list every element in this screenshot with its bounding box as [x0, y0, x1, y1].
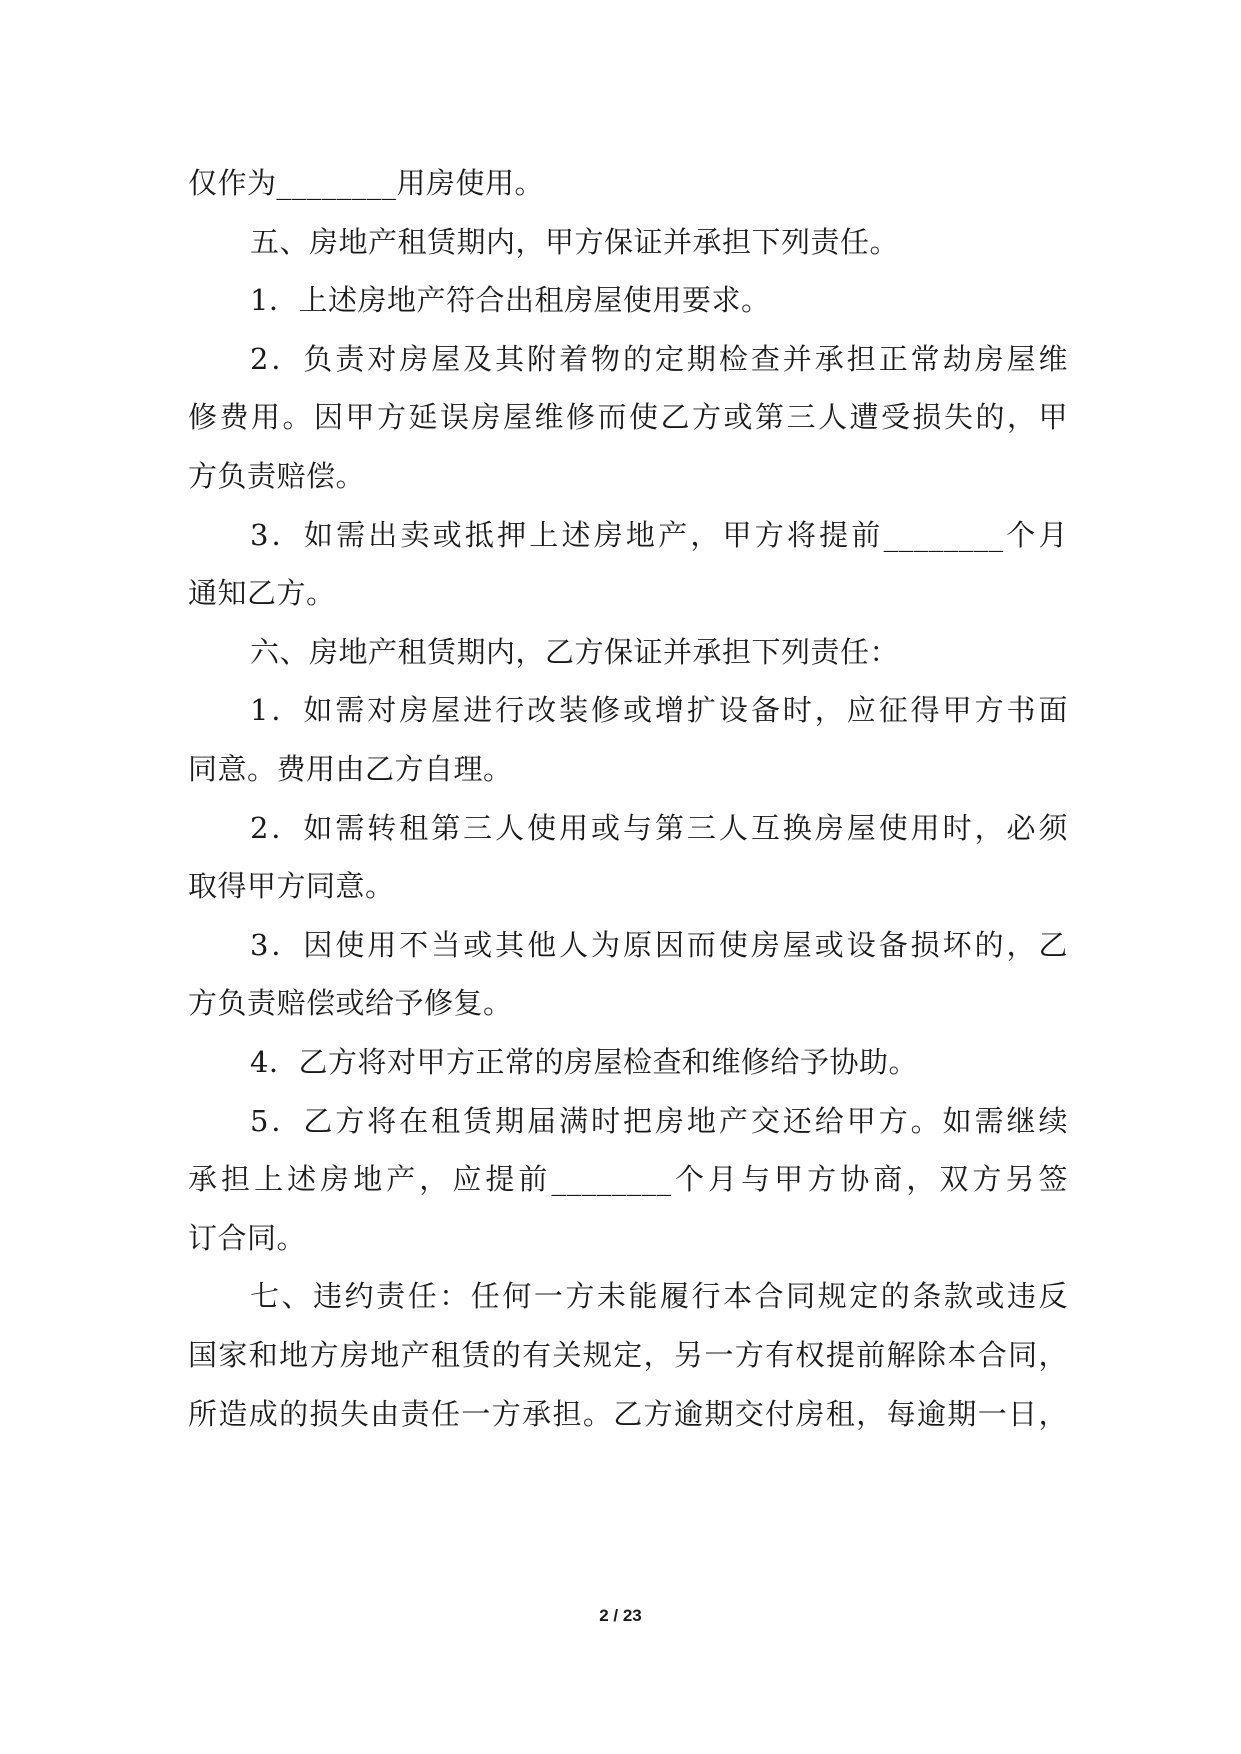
list-item: 5．乙方将在租赁期届满时把房地产交还给甲方。如需继续	[250, 1104, 1068, 1138]
list-item: 3．如需出卖或抵押上述房地产，甲方将提前________个月	[250, 518, 1068, 552]
list-item: 4．乙方将对甲方正常的房屋检查和维修给予协助。	[250, 1045, 918, 1079]
section-heading-5: 五、房地产租赁期内，甲方保证并承担下列责任。	[250, 225, 900, 259]
text-line: 修费用。因甲方延误房屋维修而使乙方或第三人遭受损失的，甲	[188, 400, 1068, 434]
text-line: 方负责赔偿。	[188, 459, 366, 493]
list-item: 1．上述房地产符合出租房屋使用要求。	[250, 283, 771, 317]
text-line: 所造成的损失由责任一方承担。乙方逾期交付房租，每逾期一日，	[188, 1397, 1068, 1431]
text-line: 订合同。	[188, 1221, 307, 1255]
text-line: 通知乙方。	[188, 576, 336, 610]
text-line: 承担上述房地产，应提前________个月与甲方协商，双方另签	[188, 1162, 1068, 1196]
list-item: 1．如需对房屋进行改装修或增扩设备时，应征得甲方书面	[250, 693, 1068, 727]
list-item: 3．因使用不当或其他人为原因而使房屋或设备损坏的，乙	[250, 928, 1068, 962]
text-line: 取得甲方同意。	[188, 869, 395, 903]
text-line: 国家和地方房地产租赁的有关规定，另一方有权提前解除本合同，	[188, 1338, 1068, 1372]
section-heading-6: 六、房地产租赁期内，乙方保证并承担下列责任：	[250, 635, 900, 669]
text-line: 方负责赔偿或给予修复。	[188, 986, 513, 1020]
list-item: 2．负责对房屋及其附着物的定期检查并承担正常劫房屋维	[250, 342, 1068, 376]
list-item: 2．如需转租第三人使用或与第三人互换房屋使用时，必须	[250, 811, 1068, 845]
page-number: 2 / 23	[599, 1606, 642, 1625]
section-heading-7: 七、违约责任：任何一方未能履行本合同规定的条款或违反	[250, 1279, 1068, 1313]
text-line: 仅作为________用房使用。	[188, 166, 545, 200]
text-line: 同意。费用由乙方自理。	[188, 752, 513, 786]
